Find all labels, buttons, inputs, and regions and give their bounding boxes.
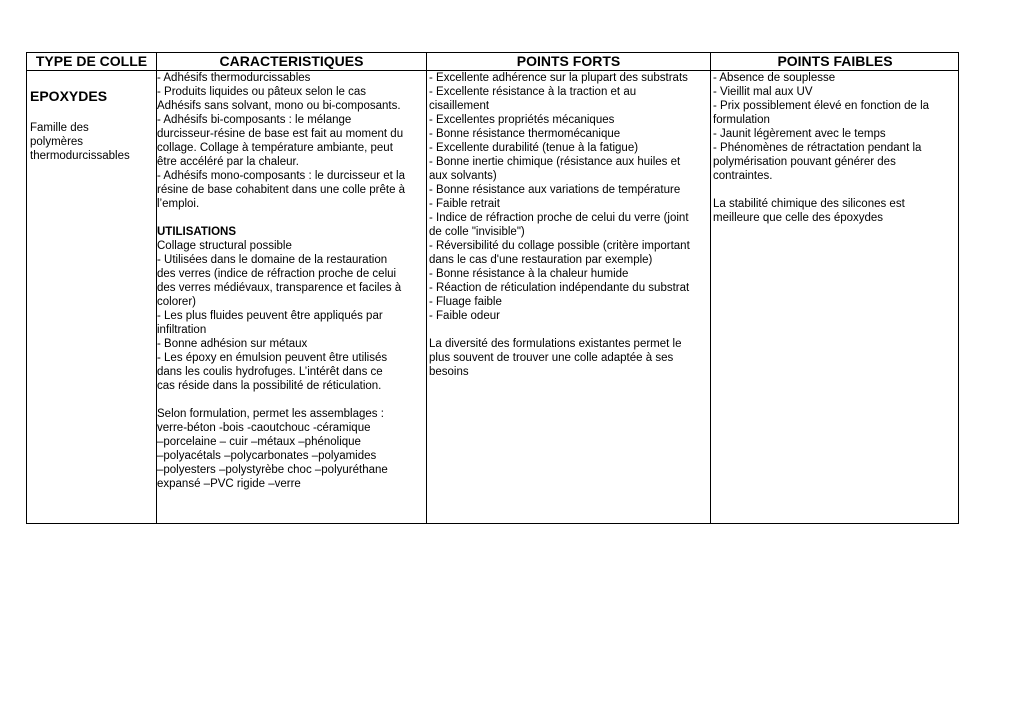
text-line: l’emploi. [157, 198, 200, 210]
text-line: aux solvants) [429, 170, 497, 182]
type-subtitle [30, 121, 130, 163]
text-line: dans le cas d'une restauration par exemple) [429, 254, 653, 266]
text-line: - Bonne inertie chimique (résistance aux huiles et [429, 156, 681, 168]
text-line: –polyacétals –polycarbonates –polyamides [157, 450, 377, 462]
text-line: - Excellente durabilité (tenue à la fatigue) [429, 142, 639, 154]
column-divider [710, 53, 711, 523]
text-line: des verres médiévaux, transparence et faciles à [157, 282, 402, 294]
text-line: cas réside dans la possibilité de réticulation. [157, 380, 382, 392]
text-line: - Adhésifs mono-composants : le durcisseur et la [157, 170, 406, 182]
text-line: verre-béton -bois -caoutchouc -céramique [157, 422, 371, 434]
text-line: - Indice de réfraction proche de celui du verre (joint [429, 212, 689, 224]
text-line: plus souvent de trouver une colle adaptée à ses [429, 352, 674, 364]
header-caracteristiques: CARACTERISTIQUES [219, 53, 364, 69]
text-line: expansé –PVC rigide –verre [157, 478, 301, 490]
header-type: TYPE DE COLLE [35, 53, 148, 69]
text-line [713, 183, 929, 197]
text-line: - Absence de souplesse [713, 72, 836, 84]
text-line: durcisseur-résine de base est fait au moment du [157, 128, 404, 140]
text-line: - Utilisées dans le domaine de la restauration [157, 254, 388, 266]
text-line: - Bonne résistance aux variations de température [429, 184, 681, 196]
text-line: polymérisation pouvant générer des [713, 156, 896, 168]
type-title: EPOXYDES [30, 88, 108, 104]
header-points-forts: POINTS FORTS [516, 53, 621, 69]
text-line: - Fluage faible [429, 296, 502, 308]
text-line: dans les coulis hydrofuges. L’intérêt dans ce [157, 366, 383, 378]
text-line: formulation [713, 114, 770, 126]
points-forts-cell [429, 71, 690, 379]
text-line: Adhésifs sans solvant, mono ou bi-composants. [157, 100, 401, 112]
text-line: cisaillement [429, 100, 490, 112]
text-line: –polyesters –polystyrèbe choc –polyuréthane [157, 464, 388, 476]
type-subtitle-line: polymères [30, 136, 84, 148]
text-line: - Prix possiblement élevé en fonction de la [713, 100, 930, 112]
column-divider [426, 53, 427, 523]
type-subtitle-line: Famille des [30, 122, 89, 134]
text-line: - Réaction de réticulation indépendante du substrat [429, 282, 690, 294]
text-line: La stabilité chimique des silicones est [713, 198, 905, 210]
text-line: - Bonne adhésion sur métaux [157, 338, 308, 350]
adhesive-table [26, 52, 959, 524]
text-line: - Faible retrait [429, 198, 500, 210]
text-line: - Les époxy en émulsion peuvent être utilisés [157, 352, 388, 364]
points-faibles-cell [713, 71, 929, 225]
text-line: infiltration [157, 324, 207, 336]
text-line: Selon formulation, permet les assemblages : [157, 408, 384, 420]
text-line: - Adhésifs thermodurcissables [157, 72, 311, 84]
text-line: meilleure que celle des époxydes [713, 212, 884, 224]
text-line: contraintes. [713, 170, 773, 182]
text-line: - Adhésifs bi-composants : le mélange [157, 114, 352, 126]
text-line [157, 393, 405, 407]
text-line: collage. Collage à température ambiante, peut [157, 142, 393, 154]
caracteristiques-cell [157, 71, 405, 491]
text-line [429, 323, 690, 337]
text-line: - Bonne résistance à la chaleur humide [429, 268, 629, 280]
text-line: des verres (indice de réfraction proche de celui [157, 268, 397, 280]
text-line: - Jaunit légèrement avec le temps [713, 128, 886, 140]
text-line: Collage structural possible [157, 240, 292, 252]
text-line [157, 211, 405, 225]
text-line: - Réversibilité du collage possible (critère important [429, 240, 690, 252]
type-subtitle-line: thermodurcissables [30, 150, 130, 162]
text-line: - Excellente adhérence sur la plupart des substrats [429, 72, 688, 84]
header-points-faibles: POINTS FAIBLES [777, 53, 893, 69]
text-line: besoins [429, 366, 469, 378]
text-line: de colle "invisible") [429, 226, 525, 238]
text-line: - Excellentes propriétés mécaniques [429, 114, 615, 126]
text-line: - Excellente résistance à la traction et au [429, 86, 637, 98]
text-line: - Bonne résistance thermomécanique [429, 128, 621, 140]
text-line: UTILISATIONS [157, 226, 237, 238]
text-line: - Vieillit mal aux UV [713, 86, 813, 98]
text-line: - Produits liquides ou pâteux selon le cas [157, 86, 367, 98]
text-line: être accéléré par la chaleur. [157, 156, 299, 168]
text-line: colorer) [157, 296, 196, 308]
text-line: résine de base cohabitent dans une colle prête à [157, 184, 406, 196]
text-line: –porcelaine – cuir –métaux –phénolique [157, 436, 361, 448]
text-line: - Les plus fluides peuvent être appliqués par [157, 310, 383, 322]
text-line: - Phénomènes de rétractation pendant la [713, 142, 922, 154]
text-line: La diversité des formulations existantes permet le [429, 338, 682, 350]
text-line: - Faible odeur [429, 310, 500, 322]
